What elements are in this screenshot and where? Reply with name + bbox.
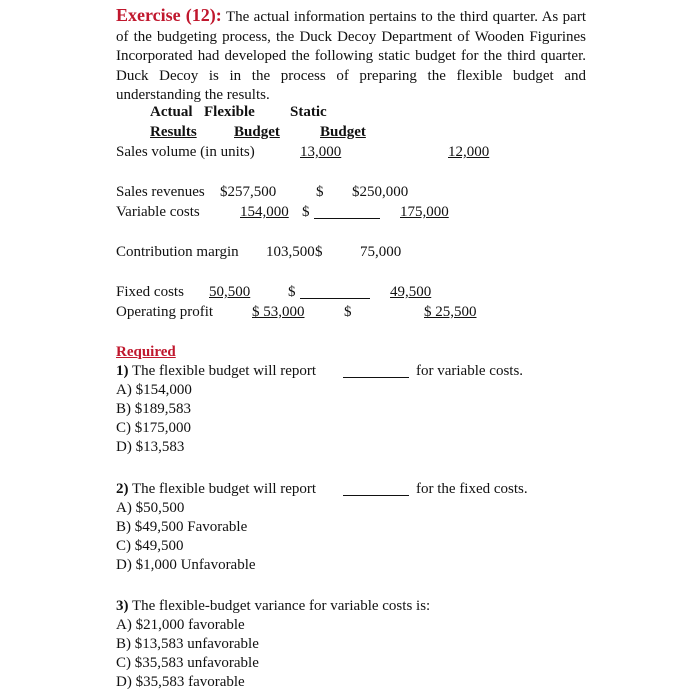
required-heading: Required [116, 344, 176, 360]
row-sales-volume-label: Sales volume (in units) [116, 144, 255, 160]
question-1-option-c: C) $175,000 [116, 420, 191, 436]
exercise-label: Exercise (12): [116, 5, 222, 25]
question-2-option-a: A) $50,500 [116, 500, 185, 516]
row-variable-costs-flexible: $ [302, 204, 310, 220]
header-actual: Actual [150, 104, 193, 120]
row-operating-profit-static: $ 25,500 [424, 304, 477, 320]
question-3-option-a: A) $21,000 favorable [116, 617, 245, 633]
question-1-option-d: D) $13,583 [116, 439, 185, 455]
row-sales-revenues-actual: $257,500 [220, 184, 277, 200]
question-3-option-d: D) $35,583 favorable [116, 674, 245, 690]
row-fixed-costs-label: Fixed costs [116, 284, 184, 300]
question-3 [116, 597, 430, 616]
row-variable-costs-static: 175,000 [400, 204, 449, 220]
question-1-text: The flexible budget will report [131, 363, 317, 379]
row-contribution-margin-static: 75,000 [360, 244, 402, 260]
question-2-blank [343, 481, 409, 496]
question-2-option-b: B) $49,500 Favorable [116, 519, 248, 535]
question-1 [116, 362, 316, 381]
row-operating-profit-label: Operating profit [116, 304, 214, 320]
header-static: Static [290, 104, 327, 120]
row-fixed-costs-static: 49,500 [390, 284, 432, 300]
question-2-text: The flexible budget will report [131, 481, 317, 497]
row-sales-revenues-flexible: $ [316, 184, 324, 200]
question-3-option-c: C) $35,583 unfavorable [116, 655, 259, 671]
question-2 [116, 480, 316, 499]
header-results: Results [150, 124, 197, 140]
row-fixed-costs-actual: 50,500 [209, 284, 251, 300]
row-variable-costs-flexible-blank [314, 204, 380, 219]
row-operating-profit-flexible: $ [344, 304, 352, 320]
question-3-number: 3) [116, 598, 129, 614]
question-3-text: The flexible-budget variance for variable costs is: [131, 598, 431, 614]
row-sales-volume-actual: 13,000 [300, 144, 342, 160]
header-budget-flexible: Budget [234, 124, 280, 140]
question-2-option-c: C) $49,500 [116, 538, 184, 554]
row-fixed-costs-flexible: $ [288, 284, 296, 300]
header-budget-static: Budget [320, 124, 366, 140]
row-contribution-margin-flexible: $ [315, 244, 323, 260]
row-fixed-costs-flexible-blank [300, 284, 370, 299]
question-1-blank [343, 363, 409, 378]
question-3-option-b: B) $13,583 unfavorable [116, 636, 259, 652]
row-sales-revenues-label: Sales revenues [116, 184, 205, 200]
row-contribution-margin-label: Contribution margin [116, 244, 239, 260]
question-2-option-d: D) $1,000 Unfavorable [116, 557, 256, 573]
row-variable-costs-actual: 154,000 [240, 204, 289, 220]
row-operating-profit-actual: $ 53,000 [252, 304, 305, 320]
row-sales-volume-static: 12,000 [448, 144, 490, 160]
question-1-tail: for variable costs. [416, 363, 524, 379]
row-contribution-margin-actual: 103,500 [266, 244, 315, 260]
question-1-option-a: A) $154,000 [116, 382, 192, 398]
row-sales-revenues-static: $250,000 [352, 184, 409, 200]
question-2-tail: for the fixed costs. [416, 481, 528, 497]
question-1-number: 1) [116, 363, 129, 379]
question-2-number: 2) [116, 481, 129, 497]
row-variable-costs-label: Variable costs [116, 204, 200, 220]
question-1-option-b: B) $189,583 [116, 401, 191, 417]
intro-text: The actual information pertains to the third quarter. As part of the budgeting process, the Duck Decoy Department of Wooden Figurines Incorporated had developed the following static budget for the third quarter. Duck Decoy is in the process of preparing the flexible budget and understanding the results. [116, 9, 586, 103]
header-flexible: Flexible [204, 104, 255, 120]
intro-paragraph [116, 6, 586, 106]
